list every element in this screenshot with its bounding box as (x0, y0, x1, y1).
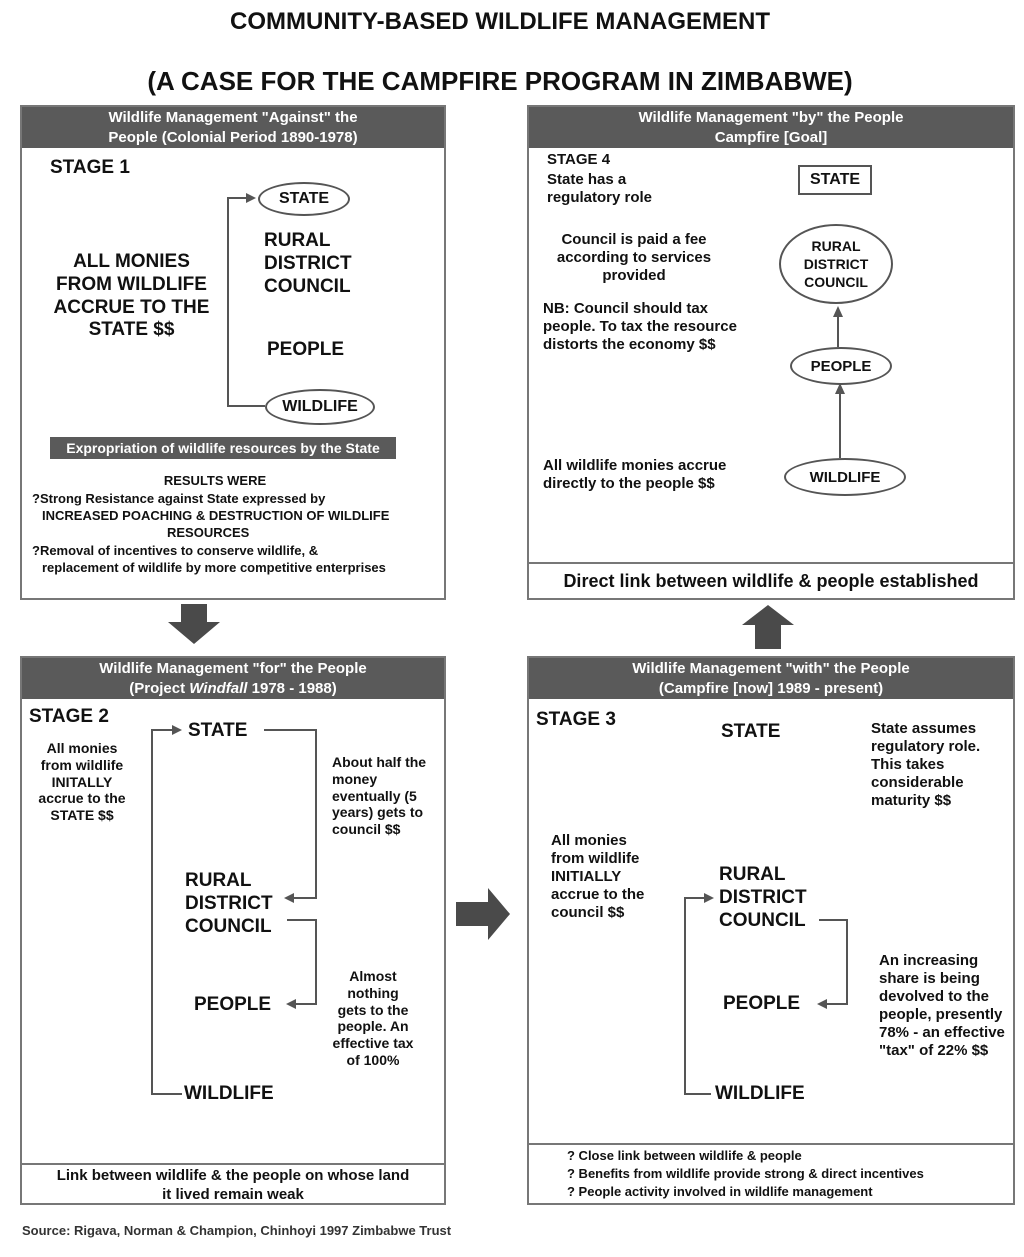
stage4-wildlife-node: WILDLIFE (784, 458, 906, 496)
stage3-state-text: State assumes regulatory role. This takes considerable maturity $$ (871, 720, 981, 809)
stage1-council-node: RURAL DISTRICT COUNCIL (264, 230, 352, 297)
down-arrow-icon (166, 604, 222, 644)
stage1-panel (20, 105, 446, 600)
stage1-header-line2: People (Colonial Period 1890-1978) (108, 129, 358, 146)
main-title: COMMUNITY-BASED WILDLIFE MANAGEMENT (230, 8, 770, 35)
stage1-label: STAGE 1 (50, 157, 130, 178)
stage2-label: STAGE 2 (29, 706, 109, 727)
stage4-label: STAGE 4 (547, 151, 611, 168)
stage2-header-italic: Windfall (189, 680, 248, 697)
stage4-header-line2: Campfire [Goal] (714, 129, 828, 146)
stage3-panel (527, 656, 1015, 1205)
stage1-result1c: RESOURCES (167, 525, 250, 540)
stage3-label: STAGE 3 (536, 709, 616, 730)
stage3-monies-text: All monies from wildlife INITIALLY accrue to the council $$ (551, 832, 645, 921)
stage2-people-node: PEOPLE (194, 994, 272, 1015)
stage1-header-line1: Wildlife Management "Against" the (108, 109, 358, 126)
stage1-people-node: PEOPLE (267, 339, 345, 360)
stage4-header-line1: Wildlife Management "by" the People (638, 109, 904, 126)
stage1-result2b: replacement of wildlife by more competitive enterprises (42, 560, 386, 575)
stage2-monies-text: All monies from wildlife INITALLY accrue to the STATE $$ (38, 740, 126, 824)
stage2-header-post: 1978 - 1988) (247, 680, 337, 697)
stage1-result1: ?Strong Resistance against State expressed by (32, 491, 326, 506)
stage3-header-line1: Wildlife Management "with" the People (632, 660, 910, 677)
stage2-wildlife-node: WILDLIFE (184, 1083, 274, 1104)
stage2-almost-text: Almost nothing gets to the people. An effective tax of 100% (332, 968, 414, 1068)
stage4-accrue-text: All wildlife monies accrue directly to the people $$ (543, 457, 727, 492)
stage2-header-pre: (Project (129, 680, 190, 697)
right-arrow-icon (456, 888, 512, 940)
stage4-footer: Direct link between wildlife & people established (529, 562, 1013, 598)
stage3-council-node: RURAL DISTRICT COUNCIL (719, 864, 807, 931)
stage1-results-heading: RESULTS WERE (163, 473, 267, 488)
stage3-footer (529, 1143, 1013, 1203)
stage1-result2: ?Removal of incentives to conserve wildlife, & (32, 543, 319, 558)
stage2-flow-arrows (22, 658, 444, 1203)
stage4-nb-text: NB: Council should tax people. To tax the resource distorts the economy $$ (543, 300, 737, 353)
stage4-fee-text: Council is paid a fee according to services provided (556, 231, 712, 284)
stage2-header-line1: Wildlife Management "for" the People (99, 660, 367, 677)
stage4-panel (527, 105, 1015, 600)
stage3-footer-item3: ? People activity involved in wildlife management (567, 1184, 873, 1199)
source-citation: Source: Rigava, Norman & Champion, Chinhoyi 1997 Zimbabwe Trust (22, 1223, 452, 1238)
stage3-header-line2: (Campfire [now] 1989 - present) (658, 680, 884, 697)
stage4-desc: State has a regulatory role (547, 171, 653, 206)
stage4-state-node: STATE (798, 165, 872, 195)
stage3-flow-arrows (529, 658, 1013, 1203)
stage3-state-node: STATE (721, 721, 781, 742)
stage1-monies-text: ALL MONIES FROM WILDLIFE ACCRUE TO THE STATE $$ (53, 251, 210, 341)
stage1-result1b: INCREASED POACHING & DESTRUCTION OF WILDLIFE (42, 508, 390, 523)
stage1-wildlife-node: WILDLIFE (265, 389, 375, 425)
stage3-footer-item1: ? Close link between wildlife & people (567, 1148, 802, 1163)
stage3-wildlife-node: WILDLIFE (715, 1083, 805, 1104)
stage1-state-node: STATE (258, 182, 350, 216)
stage4-people-node: PEOPLE (790, 347, 892, 385)
stage3-people-node: PEOPLE (723, 993, 801, 1014)
stage2-state-node: STATE (188, 720, 248, 741)
subtitle: (A CASE FOR THE CAMPFIRE PROGRAM IN ZIMBABWE) (147, 66, 853, 96)
stage1-expropriation-banner: Expropriation of wildlife resources by the State (50, 437, 396, 459)
stage3-footer-item2: ? Benefits from wildlife provide strong & direct incentives (567, 1166, 924, 1181)
stage2-panel (20, 656, 446, 1205)
stage2-council-node: RURAL DISTRICT COUNCIL (185, 870, 273, 937)
stage2-footer: Link between wildlife & the people on whose land it lived remain weak (22, 1163, 444, 1203)
stage3-share-text: An increasing share is being devolved to the people, presently 78% - an effective "tax" of 22% $$ (879, 952, 1005, 1059)
stage4-council-node: RURAL DISTRICT COUNCIL (779, 224, 893, 304)
stage2-half-text: About half the money eventually (5 years) gets to council $$ (332, 754, 427, 838)
up-arrow-icon (740, 605, 796, 649)
